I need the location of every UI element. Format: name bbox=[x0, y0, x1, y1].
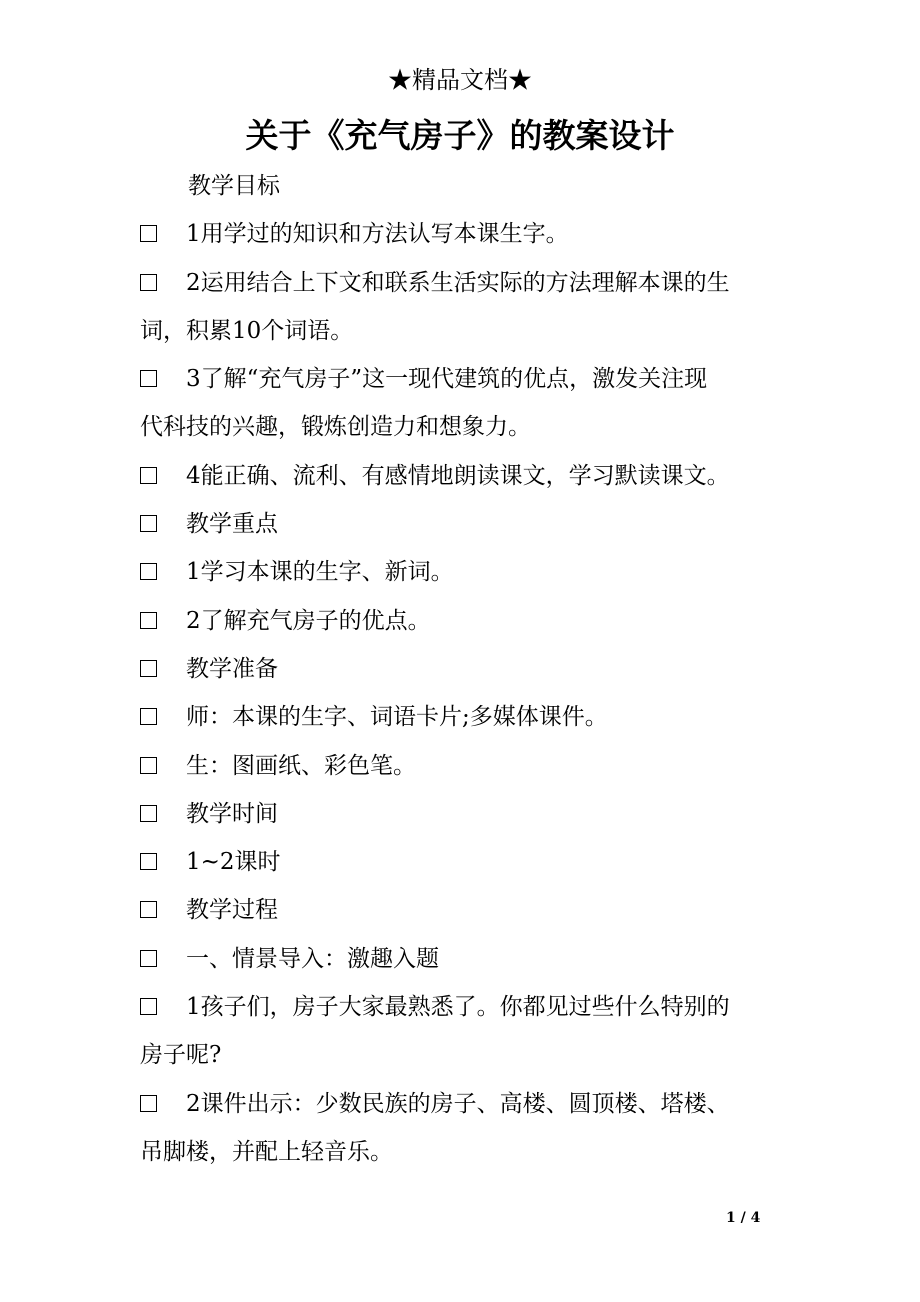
document-body bbox=[140, 162, 780, 1176]
line-text: 教学时间 bbox=[186, 800, 278, 827]
checkbox-icon bbox=[140, 1095, 157, 1112]
checkbox-icon bbox=[140, 467, 157, 484]
checkbox-line bbox=[140, 548, 780, 596]
checkbox-line bbox=[140, 742, 780, 790]
checkbox-icon bbox=[140, 515, 157, 532]
line-text: 教学重点 bbox=[186, 511, 278, 538]
line-text: 吊脚楼，并配上轻音乐。 bbox=[140, 1138, 393, 1165]
checkbox-line bbox=[140, 597, 780, 645]
checkbox-line bbox=[140, 790, 780, 838]
checkbox-line bbox=[140, 693, 780, 741]
checkbox-line bbox=[140, 645, 780, 693]
line-text: 2运用结合上下文和联系生活实际的方法理解本课的生 bbox=[186, 269, 730, 296]
line-text: 代科技的兴趣，锻炼创造力和想象力。 bbox=[140, 414, 531, 441]
line-text: 4能正确、流利、有感情地朗读课文，学习默读课文。 bbox=[186, 462, 730, 489]
checkbox-icon bbox=[140, 660, 157, 677]
checkbox-line bbox=[140, 935, 780, 983]
checkbox-line bbox=[140, 355, 780, 403]
checkbox-line bbox=[140, 983, 780, 1031]
checkbox-line bbox=[140, 1080, 780, 1128]
line-text: 房子呢? bbox=[140, 1042, 222, 1069]
line-text: 词，积累10个词语。 bbox=[140, 317, 354, 344]
continuation-line bbox=[140, 307, 780, 355]
line-text: 教学过程 bbox=[186, 897, 278, 924]
continuation-line bbox=[140, 1128, 780, 1176]
checkbox-icon bbox=[140, 757, 157, 774]
checkbox-icon bbox=[140, 805, 157, 822]
checkbox-line bbox=[140, 886, 780, 934]
checkbox-icon bbox=[140, 998, 157, 1015]
page-number: 1 / 4 bbox=[726, 1210, 761, 1226]
checkbox-icon bbox=[140, 370, 157, 387]
continuation-line bbox=[140, 403, 780, 451]
checkbox-icon bbox=[140, 563, 157, 580]
checkbox-line bbox=[140, 210, 780, 258]
page-header: ★精品文档★ bbox=[388, 66, 532, 94]
line-text: 教学目标 bbox=[188, 173, 280, 199]
checkbox-icon bbox=[140, 901, 157, 918]
line-text: 1孩子们，房子大家最熟悉了。你都见过些什么特别的 bbox=[186, 994, 730, 1021]
checkbox-icon bbox=[140, 612, 157, 629]
checkbox-icon bbox=[140, 950, 157, 967]
line-text: 3了解“充气房子”这一现代建筑的优点，激发关注现 bbox=[186, 366, 708, 393]
line-text: 一、情景导入：激趣入题 bbox=[186, 945, 439, 972]
checkbox-line bbox=[140, 500, 780, 548]
checkbox-icon bbox=[140, 853, 157, 870]
line-text: 生：图画纸、彩色笔。 bbox=[186, 752, 416, 779]
line-text: 1用学过的知识和方法认写本课生字。 bbox=[186, 221, 569, 248]
section-heading-objectives bbox=[140, 162, 780, 210]
line-text: 1学习本课的生字、新词。 bbox=[186, 559, 454, 586]
continuation-line bbox=[140, 1031, 780, 1079]
line-text: 教学准备 bbox=[186, 655, 278, 682]
line-text: 2了解充气房子的优点。 bbox=[186, 607, 431, 634]
checkbox-icon bbox=[140, 708, 157, 725]
checkbox-line bbox=[140, 838, 780, 886]
document-title: 关于《充气房子》的教案设计 bbox=[245, 116, 675, 155]
checkbox-icon bbox=[140, 274, 157, 291]
checkbox-line bbox=[140, 259, 780, 307]
line-text: 师：本课的生字、词语卡片;多媒体课件。 bbox=[186, 704, 608, 731]
line-text: 2课件出示：少数民族的房子、高楼、圆顶楼、塔楼、 bbox=[186, 1090, 730, 1117]
checkbox-line bbox=[140, 452, 780, 500]
line-text: 1~2课时 bbox=[186, 849, 281, 876]
checkbox-icon bbox=[140, 225, 157, 242]
